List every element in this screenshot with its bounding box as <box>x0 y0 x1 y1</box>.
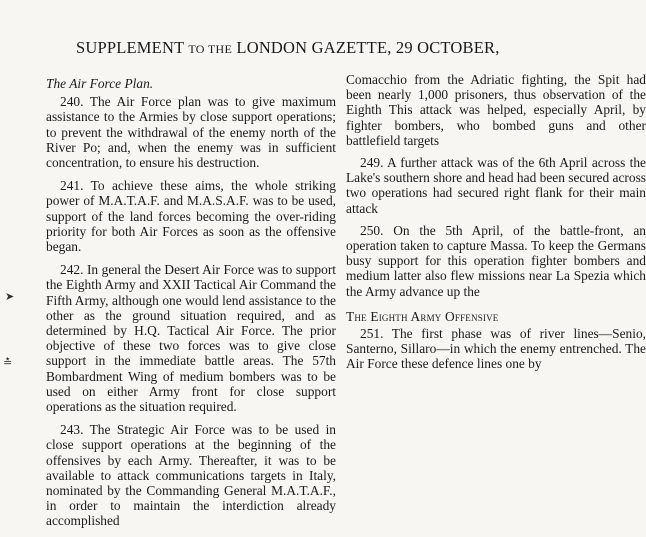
left-column <box>46 72 336 537</box>
paragraph-250: 250. On the 5th April, of the battle-front, an operation taken to capture Massa. To keep the Germans busy support for this operation fighter bombers and medium latter also flew missions near La Spezia which the Army advance up the <box>346 222 646 299</box>
paragraph-continued: Comacchio from the Adriatic fighting, the Spit had been nearly 1,000 prisoners, thus observation of the Eighth This attack was helped, especially April, by fighter bombers, who bombed guns and other battlefield targets <box>346 72 646 148</box>
running-head <box>76 38 512 58</box>
paragraph-242: 242. In general the Desert Air Force was to support the Eighth Army and XXII Tactical Air Command the Fifth Army, although one would lend assistance to the other as the ground situation required, and as determined by H.Q. Tactical Air Force. The prior objective of these two forces was to give close support in the immediate battle areas. The 57th Bombardment Wing of medium bombers was to be used on either Army front for close support operations as the situation required. <box>46 262 336 415</box>
paragraph-241: 241. To achieve these aims, the whole striking power of M.A.T.A.F. and M.A.S.A.F. was to be used, support of the land forces becoming the over-riding priority for both Air Forces as soon as the offensive began. <box>46 178 336 255</box>
section-heading-air-force-plan: The Air Force Plan. <box>46 76 154 91</box>
paragraph-251: 251. The first phase was of river lines—Senio, Santerno, Sillaro—in which the enemy entrenched. The Air Force these defence lines one by <box>346 326 646 372</box>
paragraph-249: 249. A further attack was of the 6th April across the Lake's southern shore and head had been secured across two operations had secured right flank for their main attack <box>346 155 646 216</box>
margin-mark-scribble: ≛ <box>3 357 13 369</box>
header-to-the: TO THE <box>188 42 233 56</box>
section-heading-eighth-army: The Eighth Army Offensive <box>346 308 499 324</box>
paragraph-240: 240. The Air Force plan was to give maximum assistance to the Armies by close support operations; to prevent the withdrawal of the enemy north of the River Po; and, when the enemy was in sufficient concentration, to ensure his destruction. <box>46 94 336 171</box>
right-column <box>346 72 646 379</box>
header-title: LONDON GAZETTE, 29 OCTOBER, <box>236 38 500 57</box>
paragraph-243: 243. The Strategic Air Force was to be used in close support operations at the beginning of the offensives by each Army. Thereafter, it was to be available to attack communications targets in Italy, nominated by the Commanding General M.A.T.A.F., in order to maintain the interdiction already accomplished <box>46 422 336 529</box>
margin-mark-arrow: ➤ <box>5 291 15 303</box>
header-prefix: SUPPLEMENT <box>76 38 185 57</box>
